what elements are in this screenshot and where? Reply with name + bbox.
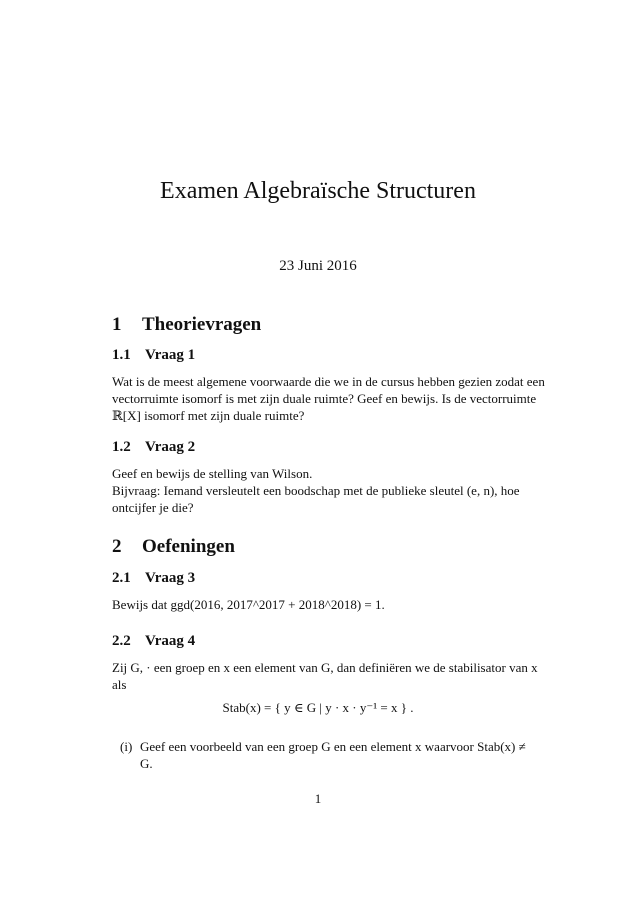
text-line: Bijvraag: Iemand versleutelt een boodschap met de publieke sleutel (e, n), hoe [112,483,520,498]
question-2-text [112,465,527,516]
subsection-number: 2.2 [112,633,131,649]
text-line: G. [140,756,153,771]
stabilizer-formula: Stab(x) = { y ∈ G | y · x · y⁻¹ = x } . [222,700,414,715]
document-title: Examen Algebraïsche Structuren [160,178,476,204]
subsection-title: Vraag 2 [145,439,196,455]
text-line: ℝ[X] isomorf met zijn duale ruimte? [112,408,305,423]
question-3-text [112,596,527,613]
subsection-title: Vraag 1 [145,347,196,363]
section-number: 2 [112,536,122,557]
subsection-number: 1.2 [112,439,131,455]
text-line: ontcijfer je die? [112,500,194,515]
subsection-title: Vraag 3 [145,570,196,586]
subsection-heading-vraag-2 [112,439,195,456]
subsection-heading-vraag-1 [112,347,195,364]
section-title: Theorievragen [142,314,262,335]
text-line: Geef een voorbeeld van een groep G en een element x waarvoor Stab(x) ≠ [140,739,526,754]
subsection-number: 2.1 [112,570,131,586]
subsection-number: 1.1 [112,347,131,363]
page-number: 1 [314,791,322,806]
section-number: 1 [112,314,122,335]
subsection-heading-vraag-3 [112,570,195,587]
item-label: (i) [120,739,133,754]
text-line: als [112,677,127,692]
question-1-text [112,373,545,424]
question-4-text [112,659,538,693]
section-heading-theorievragen [112,314,261,336]
text-line: Bewijs dat ggd(2016, 2017^2017 + 2018^2018) = 1. [112,597,385,612]
section-title: Oefeningen [142,536,235,557]
subsection-title: Vraag 4 [145,633,196,649]
section-heading-oefeningen [112,536,235,558]
document-date: 23 Juni 2016 [279,258,357,274]
text-line: Zij G, · een groep en x een element van G, dan definiëren we de stabilisator van x [112,660,538,675]
subsection-heading-vraag-4 [112,633,195,650]
text-line: vectorruimte isomorf is met zijn duale ruimte? Geef en bewijs. Is de vectorruimte [112,391,537,406]
text-line: Geef en bewijs de stelling van Wilson. [112,466,313,481]
text-line: Wat is de meest algemene voorwaarde die we in de cursus hebben gezien zodat een [112,374,545,389]
